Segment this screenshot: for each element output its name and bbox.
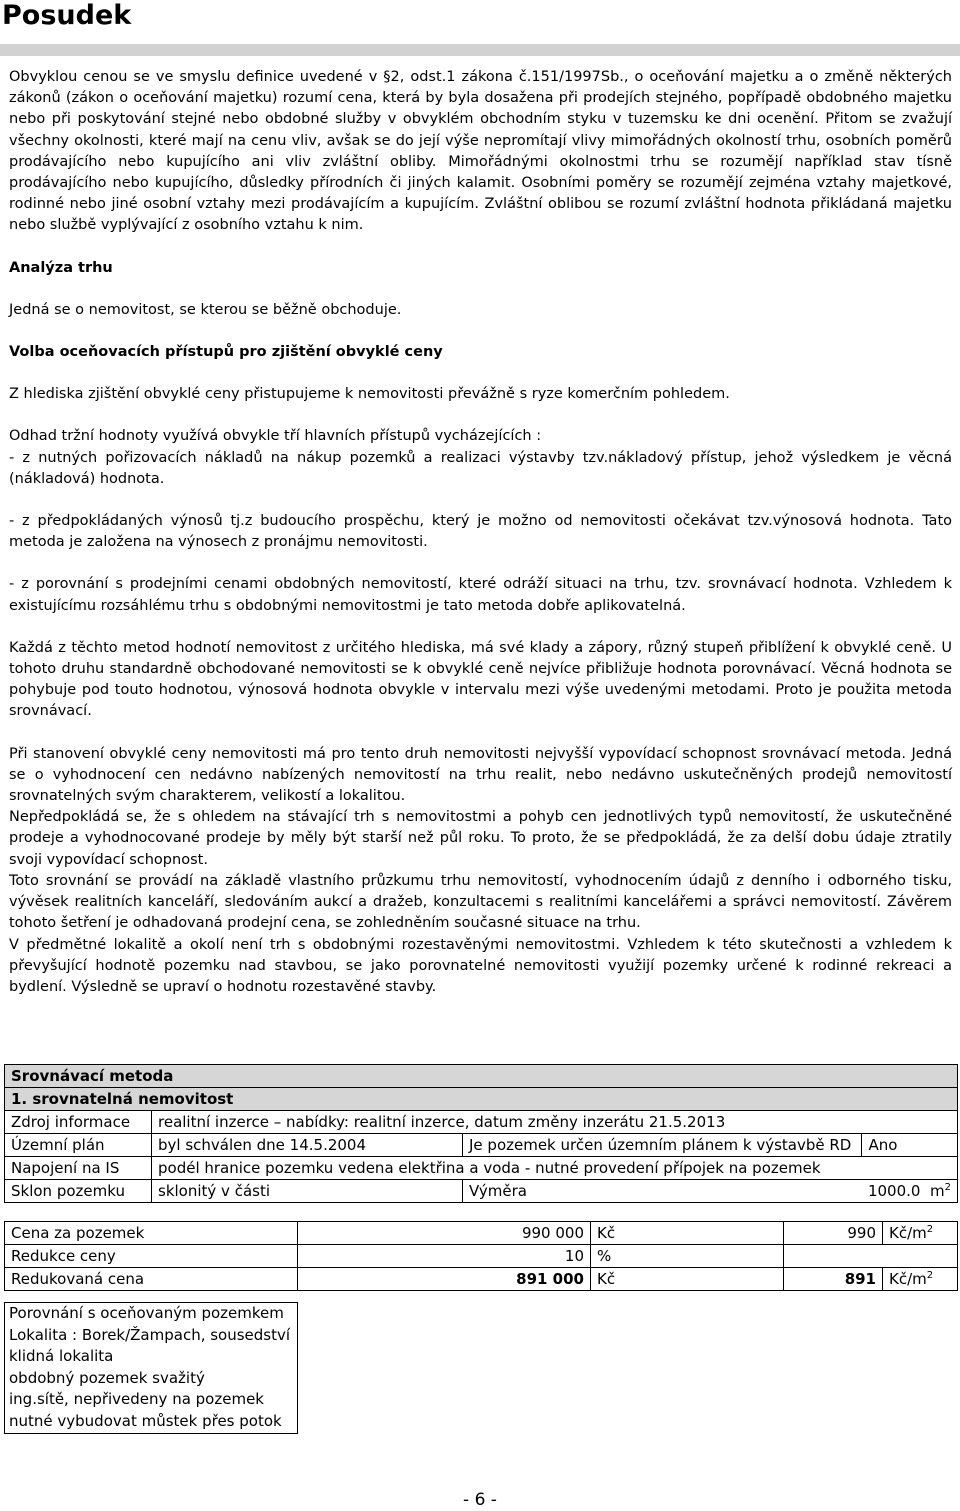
method-paragraph-2: Nepředpokládá se, že s ohledem na stávající trh s nemovitostmi a pohyb cen jednotlivých typů nemovitostí, že uskutečněné prodeje a vyhodnocované prodeje by měly být starší než půl roku. To proto, že se předpokládá, že za delší dobu údaje ztratily svoji vypovídací schopnost. <box>9 809 952 868</box>
area-unit-sup: 2 <box>944 1182 951 1193</box>
plan-value: byl schválen dne 14.5.2004 <box>152 1134 463 1157</box>
price-per-m2-unit: Kč/m <box>889 1224 927 1242</box>
area-value: 1000.0 <box>867 1182 921 1200</box>
price-value: 990 000 <box>298 1222 591 1245</box>
price-table <box>4 1221 958 1291</box>
intro-paragraph: Obvyklou cenou se ve smyslu definice uvedené v §2, odst.1 zákona č.151/1997Sb., o oceňování majetku a o změně některých zákonů (zákon o oceňování majetku) rozumí cena, která by byla dosažena při prodejích stejného, popřípadě obdobného majetku nebo při poskytování stejné nebo obdobné služby v obvyklém obchodním styku v tuzemsku ke dni ocenění. Přitom se zvažují všechny okolnosti, které mají na cenu vliv, avšak se do její výše nepromítají vlivy mimořádných okolností trhu, osobních poměrů prodávajícího nebo kupujícího ani vliv zvláštní obliby. Mimořádnými okolnostmi trhu se rozumějí například stav tísně prodávajícího nebo kupujícího, důsledky přírodních či jiných kalamit. Osobními poměry se rozumějí zejména vztahy majetkové, rodinné nebo jiné osobní vztahy mezi prodávajícím a kupujícím. Zvláštní oblibou se rozumí zvláštní hodnota přikládaná majetku nebo službě vyplývající z osobního vztahu k nim. <box>9 69 952 234</box>
reduced-per-m2-sup: 2 <box>926 1270 934 1281</box>
price-per-m2-unit-cell <box>883 1222 958 1245</box>
price-label: Cena za pozemek <box>5 1222 298 1245</box>
plan-question: Je pozemek určen územním plánem k výstavbě RD <box>463 1134 862 1157</box>
odhad-income: - z předpokládaných výnosů tj.z budoucího prospěchu, který je možno od nemovitosti očekávat tzv.výnosová hodnota. Tato metoda je založena na výnosech z pronájmu nemovitosti. <box>9 513 952 551</box>
odhad-cost: - z nutných pořizovacích nákladů na nákup pozemků a realizaci výstavby tzv.nákladový přístup, jehož výsledkem je věcná (nákladová) hodnota. <box>9 449 952 487</box>
comparison-box <box>4 1302 298 1434</box>
analysis-heading: Analýza trhu <box>9 259 113 276</box>
page-title: Posudek <box>2 0 132 31</box>
method-paragraph-4: V předmětné lokalitě a okolí není trh s obdobnými rozestavěnými nemovitostmi. Vzhledem k této skutečnosti a vzhledem k převyšující hodnotě pozemku nad stavbou, se jako porovnatelné nemovitosti využijí pozemky určené k rodinné rekreaci a bydlení. Výsledně se upraví o hodnotu rozestavěné stavby. <box>9 936 952 995</box>
area-unit: m <box>930 1182 945 1200</box>
reduction-label: Redukce ceny <box>5 1245 298 1268</box>
odhad-intro: Odhad tržní hodnoty využívá obvykle tří hlavních přístupů vycházejících : <box>9 428 542 445</box>
methods-paragraph: Každá z těchto metod hodnotí nemovitost z určitého hlediska, má své klady a zápory, různý stupeň přiblížení k obvyklé ceně. U tohoto druhu standardně obchodované nemovitosti se k obvyklé ceně nejvíce přibližuje hodnota porovnávací. Věcná hodnota se pohybuje pod touto hodnotou, výnosová hodnota obvykle v intervalu mezi výše uvedenými metodami. Proto je použita metoda srovnávací. <box>9 639 952 720</box>
method-paragraph-1: Při stanovení obvyklé ceny nemovitosti má pro tento druh nemovitosti nejvyšší vypovídací schopnost srovnávací metoda. Jedná se o vyhodnocení cen nedávno nabízených nemovitostí na trhu realit, nebo nedávno uskutečněných prodejů nemovitostí srovnatelných svým charakterem, velikostí a lokalitou. <box>9 745 952 805</box>
approach-paragraph: Z hlediska zjištění obvyklé ceny přistupujeme k nemovitosti převážně s ryze komerčním pohledem. <box>9 386 730 403</box>
body-text <box>9 67 952 998</box>
reduced-per-m2-unit: Kč/m <box>889 1270 927 1288</box>
reduced-label: Redukovaná cena <box>5 1268 298 1291</box>
odhad-compare: - z porovnání s prodejními cenami obdobných nemovitostí, které odráží situaci na trhu, tzv. srovnávací hodnota. Vzhledem k existujícímu rozsáhlému trhu s obdobnými nemovitostmi je tato metoda dobře aplikovatelná. <box>9 576 952 614</box>
page-number: - 6 - <box>463 1490 497 1510</box>
price-per-m2: 990 <box>784 1222 883 1245</box>
comparison-line: nutné vybudovat můstek přes potok <box>9 1411 282 1430</box>
utilities-label: Napojení na IS <box>5 1157 152 1180</box>
price-per-m2-sup: 2 <box>926 1224 934 1235</box>
analysis-paragraph: Jedná se o nemovitost, se kterou se běžně obchoduje. <box>9 301 402 318</box>
source-label: Zdroj informace <box>5 1111 152 1134</box>
comparison-table <box>4 1064 958 1203</box>
reduction-unit: % <box>591 1245 784 1268</box>
approach-heading: Volba oceňovacích přístupů pro zjištění obvyklé ceny <box>9 344 443 361</box>
comparison-line: obdobný pozemek svažitý <box>9 1368 205 1387</box>
plan-answer: Ano <box>862 1134 958 1157</box>
slope-label: Sklon pozemku <box>5 1180 152 1203</box>
slope-value: sklonitý v části <box>152 1180 463 1203</box>
title-rule <box>0 44 960 56</box>
reduced-value: 891 000 <box>298 1268 591 1291</box>
method-paragraph-3: Toto srovnání se provádí na základě vlastního průzkumu trhu nemovitostí, vyhodnocením údajů z denního i odborného tisku, vývěsek realitních kanceláří, sledováním aukcí a dražeb, konzultacemi s realitními kancelářemi a správci nemovitostí. Závěrem tohoto šetření je odhadovaná prodejní cena, se zohledněním současné situace na trhu. <box>9 872 952 932</box>
comparison-line: ing.sítě, nepřivedeny na pozemek <box>9 1390 264 1409</box>
area-value-cell <box>862 1180 958 1203</box>
area-label: Výměra <box>463 1180 862 1203</box>
reduced-per-m2-unit-cell <box>883 1268 958 1291</box>
comparison-title: Porovnání s oceňovaným pozemkem <box>9 1304 284 1322</box>
plan-label: Územní plán <box>5 1134 152 1157</box>
comparison-line: Lokalita : Borek/Žampach, sousedství <box>9 1325 291 1344</box>
reduction-empty <box>784 1245 958 1268</box>
utilities-value: podél hranice pozemku vedena elektřina a voda - nutné provedení přípojek na pozemek <box>152 1157 958 1180</box>
reduced-per-m2: 891 <box>784 1268 883 1291</box>
property-title: 1. srovnatelná nemovitost <box>5 1088 958 1111</box>
reduced-currency: Kč <box>591 1268 784 1291</box>
price-currency: Kč <box>591 1222 784 1245</box>
comparison-line: klidná lokalita <box>9 1347 114 1366</box>
reduction-value: 10 <box>298 1245 591 1268</box>
source-value: realitní inzerce – nabídky: realitní inzerce, datum změny inzerátu 21.5.2013 <box>152 1111 958 1134</box>
section-title: Srovnávací metoda <box>5 1065 958 1088</box>
